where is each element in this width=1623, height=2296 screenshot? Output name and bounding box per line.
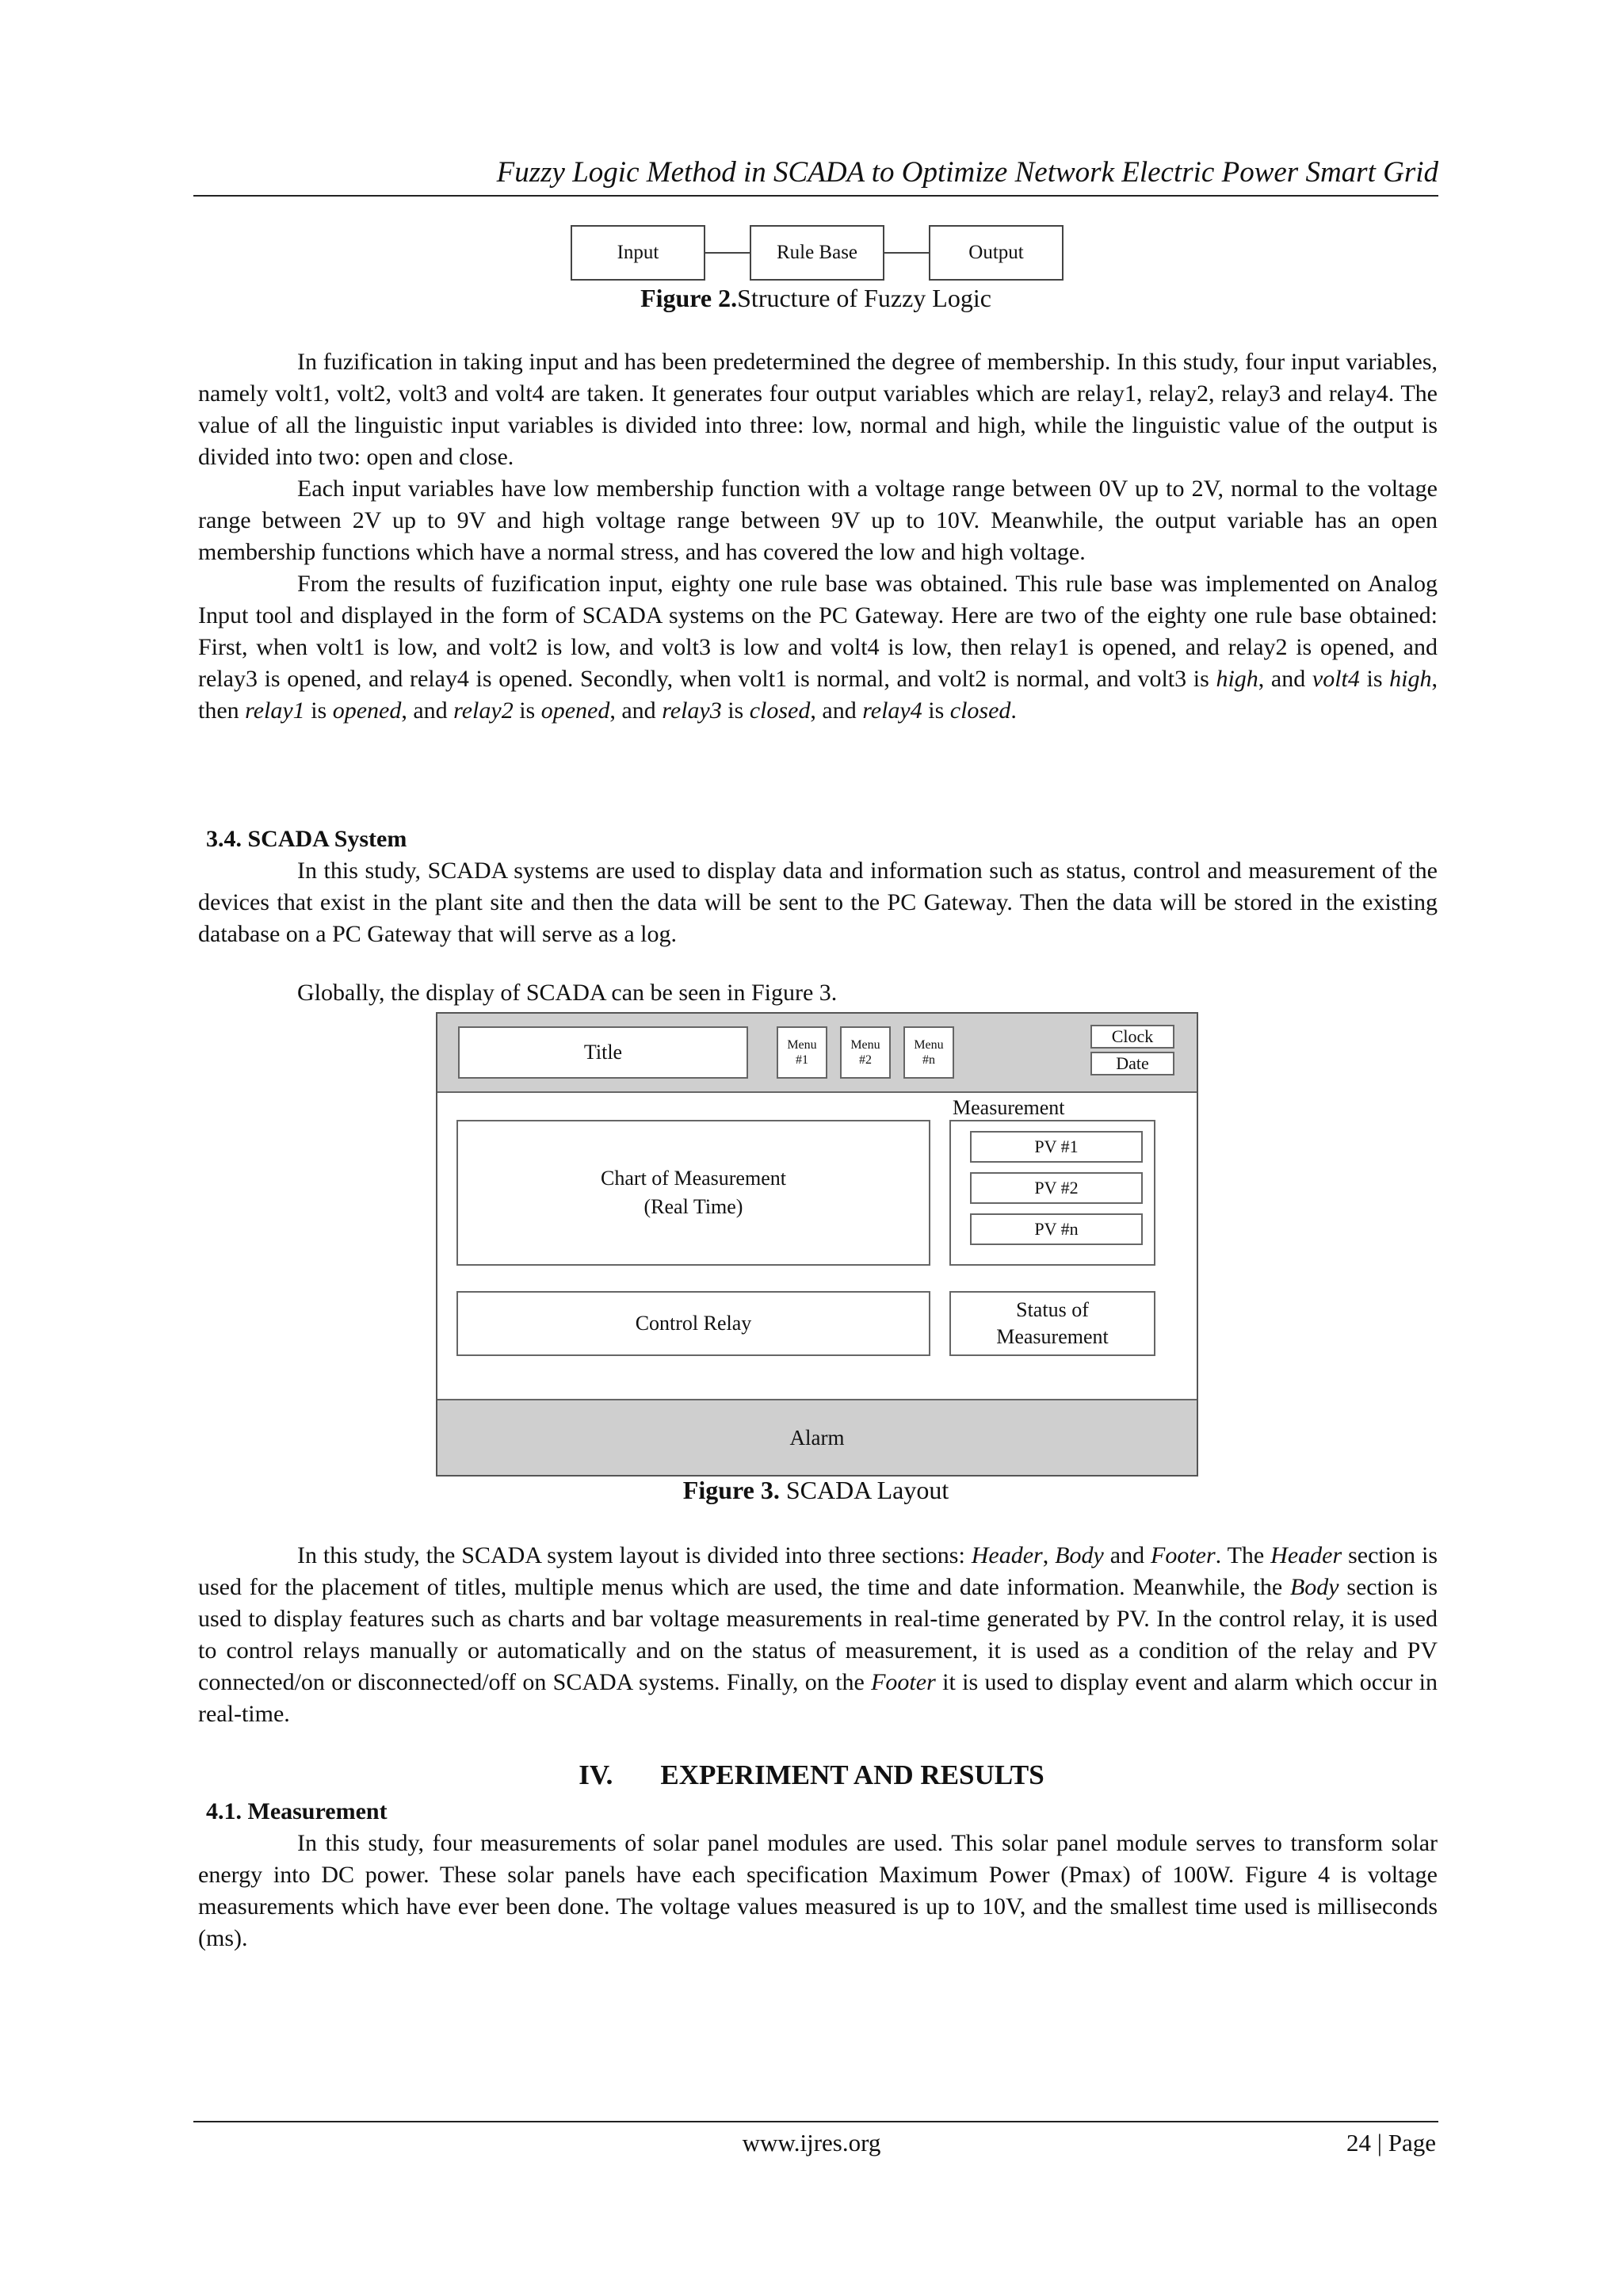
italic-run: high (1389, 666, 1432, 692)
text-run: , then (198, 666, 1438, 724)
date-text: Date (1116, 1053, 1149, 1073)
paragraph: Globally, the display of SCADA can be seen in Figure 3. (297, 980, 838, 1006)
paragraph: In fuzification in taking input and has been predetermined the degree of membership. In this study, four input variables, namely volt1, volt2, volt3 and volt4 are taken. It generates four output variables which are relay1, relay2, relay3 and relay4. The value of all the linguistic input variables is divided into three: low, normal and high, while the linguistic value of the output is divided into two: open and close. (198, 349, 1438, 470)
text-run: is (727, 697, 744, 724)
italic-run: relay1 (245, 697, 305, 724)
text-run: , (1042, 1542, 1049, 1568)
scada-date-box (1090, 1052, 1174, 1075)
scada-header (437, 1014, 1197, 1093)
fuzzy-output-box: Output (929, 225, 1064, 281)
text-run: is (1366, 666, 1383, 692)
menu-number: #n (922, 1053, 935, 1067)
footer-rule (193, 2121, 1438, 2122)
menu-label: Menu (850, 1038, 880, 1052)
menu-label: Menu (914, 1038, 944, 1052)
section-heading-iv (0, 1759, 1623, 1791)
caption-label: Figure 3. (682, 1476, 780, 1504)
italic-run: high (1216, 666, 1258, 692)
italic-run: opened (332, 697, 402, 724)
italic-run: Body (1055, 1542, 1104, 1568)
scada-clock-box (1090, 1025, 1174, 1049)
italic-run: Header (1270, 1542, 1342, 1568)
text-run: , and (1258, 666, 1306, 692)
figure-3-caption (193, 1476, 1438, 1505)
text-run: is (519, 697, 536, 724)
footer-page-number: 24 | Page (1346, 2129, 1436, 2157)
text-run: From the results of fuzification input, eighty one rule base was obtained. This rule base was implemented on Analog Input tool and displayed in the form of SCADA systems on the PC Gateway. Here are two of the eighty one rule base obtained: First, when volt1 is low, and volt2 is low, and volt3 is low and volt4 is low, then relay1 is opened, and relay2 is opened, and relay3 is opened, and relay4 is opened. Secondly, when volt1 is normal, and volt2 is normal, and volt3 is (198, 571, 1438, 692)
pv-label: PV #1 (1034, 1137, 1079, 1156)
italic-run: opened (540, 697, 610, 724)
fuzzy-input-box: Input (571, 225, 705, 281)
menu-number: #1 (796, 1053, 808, 1067)
paragraph: In this study, SCADA systems are used to display data and information such as status, control and measurement of the devices that exist in the plant site and then the data will be sent to the PC Gateway. Then the data will be stored in the existing database on a PC Gateway that will serve as a log. (198, 858, 1438, 947)
scada-intro-text (198, 977, 1438, 1009)
pv-n-box (970, 1213, 1143, 1245)
text-run: is (311, 697, 327, 724)
measurement-label: Measurement (953, 1096, 1065, 1119)
scada-footer-alarm: Alarm (437, 1399, 1197, 1475)
italic-run: volt4 (1312, 666, 1360, 692)
clock-text: Clock (1111, 1026, 1154, 1046)
menu-number: #2 (859, 1053, 872, 1067)
text-run: is (928, 697, 945, 724)
measurement-panel (949, 1120, 1155, 1266)
text-run: , and (810, 697, 857, 724)
chart-label: Chart of Measurement (601, 1167, 786, 1190)
pv-label: PV #n (1034, 1219, 1079, 1239)
italic-run: closed (949, 697, 1011, 724)
chart-sublabel: (Real Time) (643, 1195, 743, 1218)
pv-1-box (970, 1131, 1143, 1163)
menu-label: Menu (787, 1038, 817, 1052)
caption-text: Structure of Fuzzy Logic (737, 284, 991, 312)
text-run: section is used to display features such as charts and bar voltage measurements in real-time generated by PV. In the control relay, it is used to control relays manually or automatically and on the status of measurement, it is used as a condition of the relay and PV connected/on or disconnected/off on SCADA systems. Finally, on the (198, 1574, 1438, 1695)
scada-system-text (198, 855, 1438, 950)
paragraph (198, 568, 1438, 727)
footer-url: www.ijres.org (742, 2129, 881, 2157)
paragraph (198, 1540, 1438, 1730)
control-relay-box (456, 1291, 930, 1356)
scada-menu-2 (840, 1026, 891, 1079)
status-label: Status of (1016, 1298, 1089, 1321)
control-relay-label: Control Relay (635, 1312, 752, 1335)
scada-menu-1 (777, 1026, 827, 1079)
figure-2-caption (193, 284, 1438, 313)
caption-label: Figure 2. (640, 284, 738, 312)
text-run: section is used for the placement of titles, multiple menus which are used, the time and date information. Meanwhile, the (198, 1542, 1438, 1600)
paragraph: In this study, four measurements of solar panel modules are used. This solar panel module serves to transform solar energy into DC power. These solar panels have each specification Maximum Power (Pmax) of 100W. Figure 4 is voltage measurements which have ever been done. The voltage values measured is up to 10V, and the smallest time used is milliseconds (ms). (198, 1830, 1438, 1951)
status-sublabel: Measurement (996, 1325, 1109, 1348)
text-run: , and (401, 697, 448, 724)
text-run: and (1109, 1542, 1145, 1568)
italic-run: relay2 (453, 697, 514, 724)
fuzzification-text (198, 346, 1438, 727)
pv-label: PV #2 (1034, 1178, 1079, 1198)
fuzzy-rule-base-box: Rule Base (750, 225, 884, 281)
text-run: it is used to display event and alarm which occur in real-time. (198, 1669, 1438, 1727)
running-title: Fuzzy Logic Method in SCADA to Optimize Network Electric Power Smart Grid (193, 151, 1438, 197)
section-number: IV. (579, 1759, 613, 1790)
italic-run: closed (749, 697, 811, 724)
pv-2-box (970, 1172, 1143, 1204)
text-run: . (1010, 697, 1017, 724)
section-title: EXPERIMENT AND RESULTS (660, 1759, 1044, 1790)
chart-of-measurement-box (456, 1120, 930, 1266)
caption-text: SCADA Layout (785, 1476, 949, 1504)
scada-menu-n (903, 1026, 954, 1079)
text-run: In this study, the SCADA system layout is divided into three sections: (297, 1542, 965, 1568)
section-heading-3-4: 3.4. SCADA System (206, 826, 407, 852)
scada-title-box (458, 1026, 748, 1079)
measurement-text (198, 1828, 1438, 1954)
italic-run: Header (971, 1542, 1043, 1568)
connector-line (704, 252, 750, 254)
text-run: , and (609, 697, 656, 724)
scada-layout-diagram (436, 1012, 1198, 1477)
figure-2-diagram (571, 225, 1062, 281)
italic-run: relay3 (662, 697, 722, 724)
italic-run: Footer (1151, 1542, 1216, 1568)
status-of-measurement-box (949, 1291, 1155, 1356)
italic-run: Body (1289, 1574, 1339, 1600)
sub-heading-4-1: 4.1. Measurement (206, 1798, 388, 1824)
connector-line (883, 252, 929, 254)
italic-run: relay4 (862, 697, 922, 724)
paragraph: Each input variables have low membership function with a voltage range between 0V up to 2V, normal to the voltage range between 2V up to 9V and high voltage range between 9V up to 10V. Meanwhile, the output variable has an open membership functions which have a normal stress, and has covered the low and high voltage. (198, 476, 1438, 565)
italic-run: Footer (871, 1669, 936, 1695)
text-run: . The (1215, 1542, 1265, 1568)
scada-title-text: Title (583, 1041, 623, 1064)
layout-description-text (198, 1540, 1438, 1730)
